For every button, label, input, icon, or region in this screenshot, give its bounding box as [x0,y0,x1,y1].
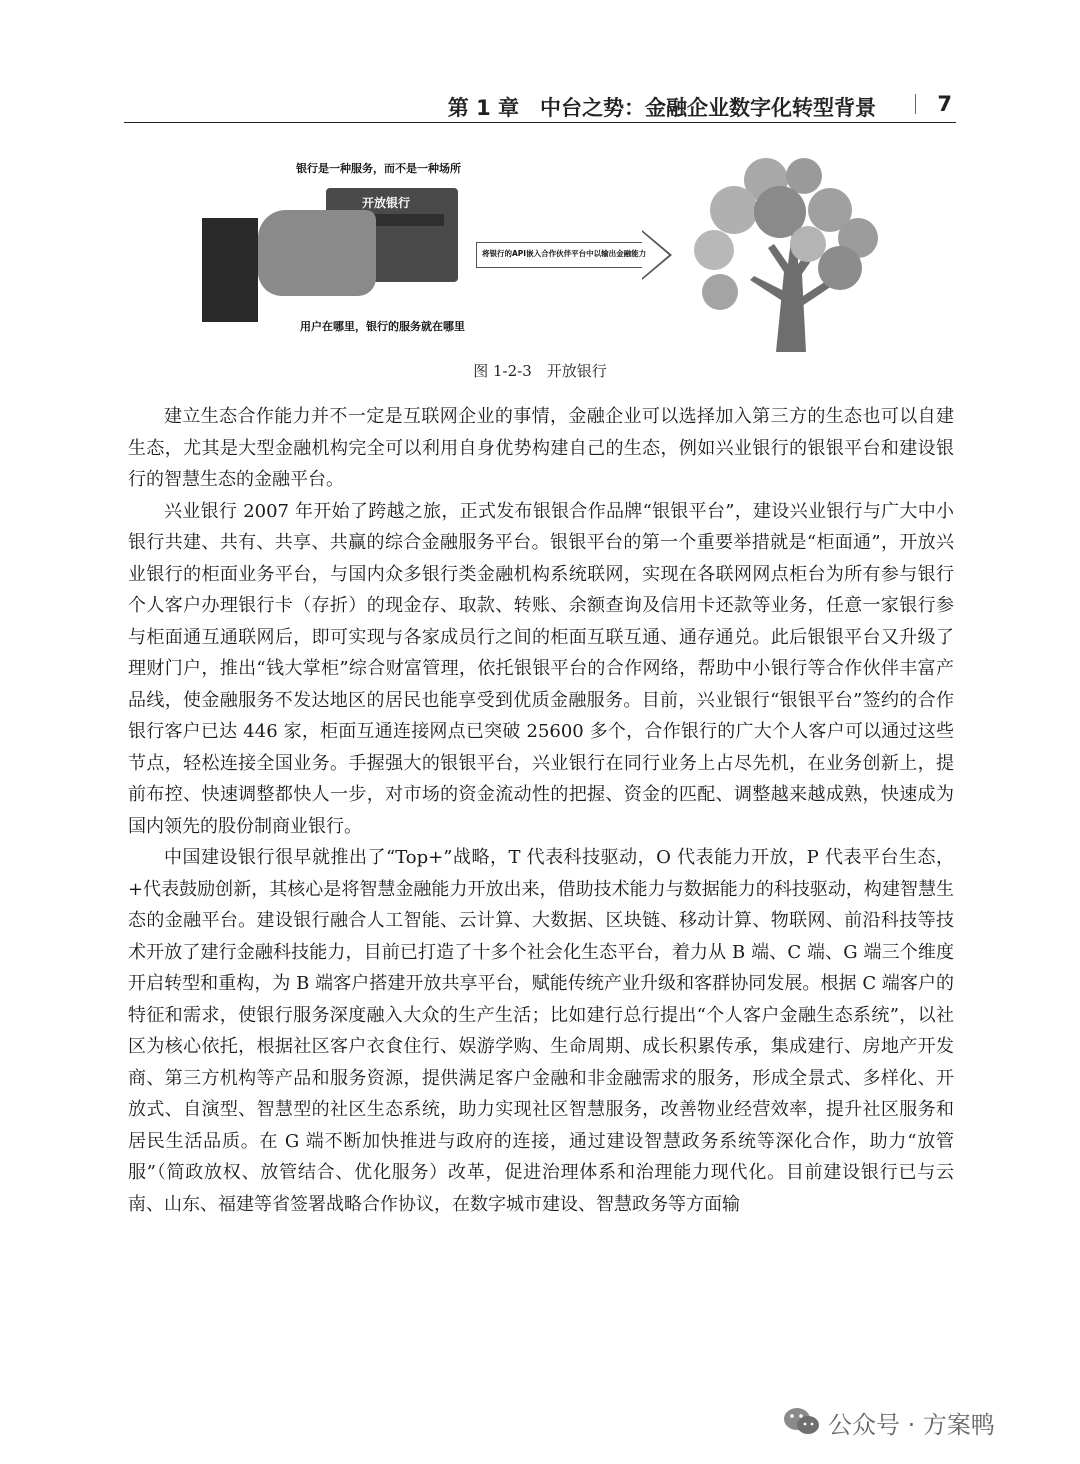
figure-caption: 图 1-2-3 开放银行 [473,362,607,380]
paragraph: 中国建设银行很早就推出了“Top+”战略，T 代表科技驱动，O 代表能力开放，P 代表平台生态，+代表鼓励创新，其核心是将智慧金融能力开放出来，借助技术能力与数据能力的科技驱动，构建智慧生态的金融平台。建设银行融合人工智能、云计算、大数据、区块链、移动计算、物联网、前沿科技等技术开放了建行金融科技能力，目前已打造了十多个社会化生态平台，着力从 B 端、C 端、G 端三个维度开启转型和重构，为 B 端客户搭建开放共享平台，赋能传统产业升级和客群协同发展。根据 C 端客户的特征和需求，使银行服务深度融入大众的生产生活；比如建行总行提出“个人客户金融生态系统”，以社区为核心依托，根据社区客户衣食住行、娱游学购、生命周期、成长积累传承，集成建行、房地产开发商、第三方机构等产品和服务资源，提供满足客户金融和非金融需求的服务，形成全景式、多样化、开放式、自演型、智慧型的社区生态系统，助力实现社区智慧服务，改善物业经营效率，提升社区服务和居民生活品质。在 G 端不断加快推进与政府的连接，通过建设智慧政务系统等深化合作，助力“放管服”（简政放权、放管结合、优化服务）改革，促进治理体系和治理能力现代化。目前建设银行已与云南、山东、福建等省签署战略合作协议，在数字城市建设、智慧政务等方面输 [128,847,954,1215]
body-text [128,401,954,1220]
sleeve-graphic [202,218,258,322]
tree-of-services-icon [680,152,900,352]
paragraph: 建立生态合作能力并不一定是互联网企业的事情，金融企业可以选择加入第三方的生态也可以自建生态，尤其是大型金融机构完全可以利用自身优势构建自己的生态，例如兴业银行的银银平台和建设银行的智慧生态的金融平台。 [128,406,954,490]
paragraph: 兴业银行 2007 年开始了跨越之旅，正式发布银银合作品牌“银银平台”，建设兴业银行与广大中小银行共建、共有、共享、共赢的综合金融服务平台。银银平台的第一个重要举措就是“柜面通”，开放兴业银行的柜面业务平台，与国内众多银行类金融机构系统联网，实现在各联网网点柜台为所有参与银行个人客户办理银行卡（存折）的现金存、取款、转账、余额查询及信用卡还款等业务，任意一家银行参与柜面通互通联网后，即可实现与各家成员行之间的柜面互联互通、通存通兑。此后银银平台又升级了理财门户，推出“钱大掌柜”综合财富管理，依托银银平台的合作网络，帮助中小银行等合作伙伴丰富产品线，使金融服务不发达地区的居民也能享受到优质金融服务。目前，兴业银行“银银平台”签约的合作银行客户已达 446 家，柜面互通连接网点已突破 25600 多个，合作银行的广大个人客户可以通过这些节点，轻松连接全国业务。手握强大的银银平台，兴业银行在同行业务上占尽先机，在业务创新上，提前布控、快速调整都快人一步，对市场的资金流动性的把握、资金的匹配、调整越来越成熟，快速成为国内领先的股份制商业银行。 [128,500,954,837]
watermark-text: 公众号 · 方案鸭 [828,1411,995,1439]
open-banking-figure [196,152,896,352]
page-number: 7 [937,92,952,116]
hand-graphic [258,210,376,296]
card-label: 开放银行 [362,196,411,210]
wechat-icon [782,1406,822,1438]
chapter-title: 第 1 章 中台之势：金融企业数字化转型背景 [447,96,876,120]
figure-label-bottom: 用户在哪里，银行的服务就在哪里 [300,320,465,333]
header-divider [915,94,916,114]
figure-label-top: 银行是一种服务，而不是一种场所 [296,162,461,175]
arrow-label: 将银行的API嵌入合作伙伴平台中以输出金融能力 [482,249,647,258]
running-header [124,88,956,123]
